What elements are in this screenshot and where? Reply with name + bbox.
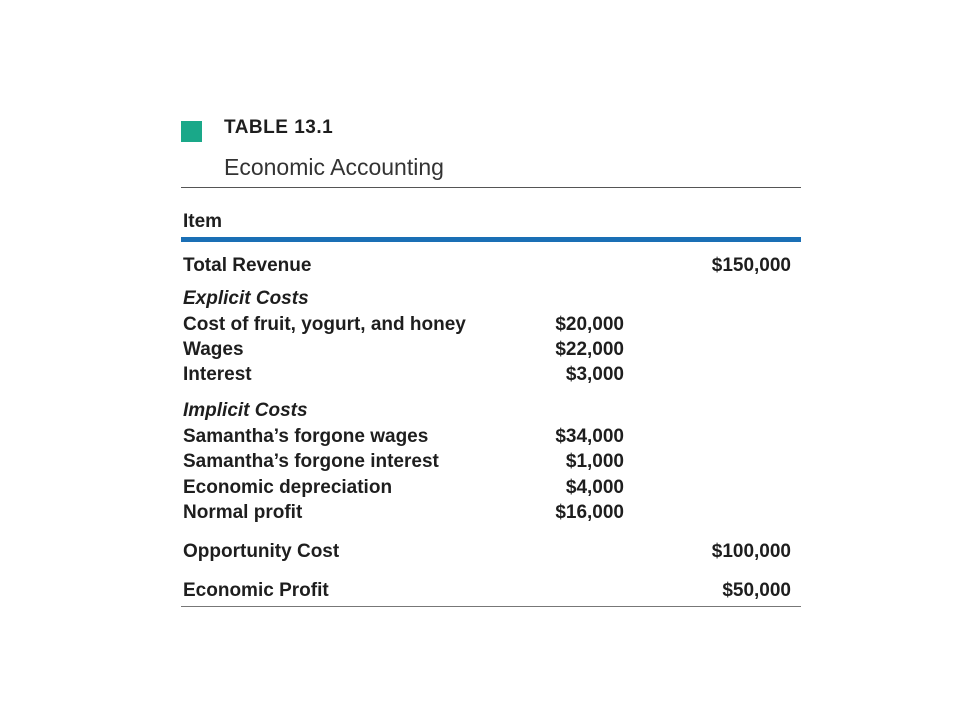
row-interest [183,364,791,388]
row-total: $150,000 [711,255,791,276]
row-label: Cost of fruit, yogurt, and honey [183,314,466,335]
row-label: Economic depreciation [183,477,393,498]
section-heading: Implicit Costs [183,400,308,421]
row-economic-depreciation [183,477,791,501]
row-total-revenue [183,255,791,279]
table-number: TABLE 13.1 [224,117,334,138]
row-implicit-costs-heading [183,400,791,424]
row-explicit-costs-heading [183,288,791,312]
row-normal-profit [183,502,791,526]
row-label: Interest [183,364,252,385]
bottom-rule [181,606,801,607]
row-cost: $16,000 [555,502,624,523]
column-header-item: Item [183,211,223,232]
row-total: $100,000 [711,541,791,562]
row-label: Total Revenue [183,255,312,276]
row-label: Economic Profit [183,580,329,601]
row-label: Normal profit [183,502,303,523]
row-total: $50,000 [722,580,791,601]
row-cost: $20,000 [555,314,624,335]
row-cost: $3,000 [565,364,624,385]
table-marker-square [181,121,202,142]
row-forgone-interest [183,451,791,475]
row-label: Opportunity Cost [183,541,340,562]
row-cost: $34,000 [555,426,624,447]
row-cost-of-ingredients [183,314,791,338]
row-economic-profit [183,580,791,604]
row-wages [183,339,791,363]
header-rule [181,237,801,242]
row-label: Samantha’s forgone interest [183,451,439,472]
row-label: Wages [183,339,244,360]
row-cost: $4,000 [565,477,624,498]
row-forgone-wages [183,426,791,450]
row-cost: $22,000 [555,339,624,360]
section-heading: Explicit Costs [183,288,309,309]
table-title: Economic Accounting [224,154,444,180]
top-rule [181,187,801,188]
row-label: Samantha’s forgone wages [183,426,429,447]
row-opportunity-cost [183,541,791,565]
row-cost: $1,000 [565,451,624,472]
